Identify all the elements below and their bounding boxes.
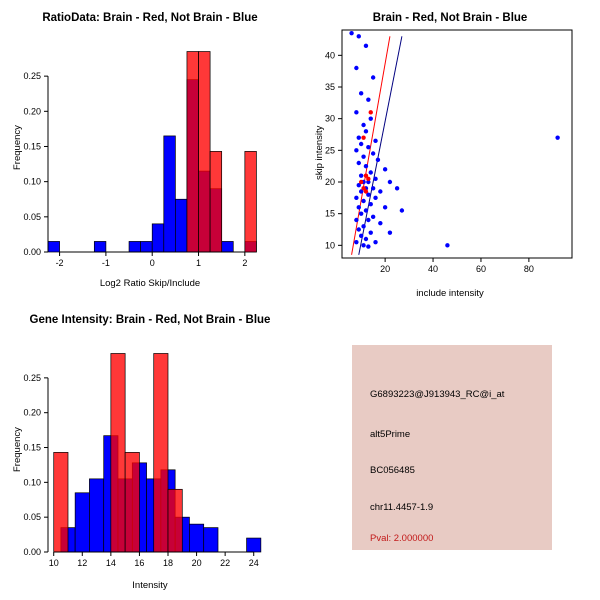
x-tick-label: -1 bbox=[101, 258, 110, 268]
y-tick-label: 20 bbox=[324, 177, 335, 187]
panel-intensity-scatter bbox=[300, 0, 600, 300]
x-tick-label: 22 bbox=[220, 558, 231, 568]
scatter-point bbox=[373, 139, 377, 143]
x-tick-label: 10 bbox=[48, 558, 59, 568]
scatter-point bbox=[369, 116, 373, 120]
scatter-point bbox=[349, 31, 353, 35]
scatter-point bbox=[373, 196, 377, 200]
scatter-point bbox=[354, 196, 358, 200]
y-tick-label: 0.20 bbox=[23, 106, 41, 117]
scatter-point bbox=[364, 237, 368, 241]
x-tick-label: 40 bbox=[428, 264, 439, 274]
histogram-bar bbox=[141, 241, 153, 252]
histogram-bar bbox=[189, 524, 203, 552]
y-tick-label: 0.25 bbox=[23, 372, 41, 383]
panel-gene-histogram bbox=[0, 300, 300, 600]
scatter-point bbox=[378, 221, 382, 225]
scatter-point bbox=[383, 167, 387, 171]
y-tick-label: 0.10 bbox=[23, 176, 41, 187]
scatter-point bbox=[364, 208, 368, 212]
accession-text: BC056485 bbox=[370, 465, 415, 476]
scatter-point bbox=[354, 240, 358, 244]
scatter-point bbox=[369, 230, 373, 234]
scatter-point bbox=[369, 170, 373, 174]
histogram-bar bbox=[152, 224, 164, 252]
y-tick-label: 35 bbox=[324, 82, 335, 92]
histogram-bar bbox=[94, 241, 106, 252]
scatter-plot bbox=[300, 0, 600, 300]
pval-text: Pval: 2.000000 bbox=[370, 533, 434, 544]
gene-hist-plot bbox=[0, 300, 300, 600]
y-tick-label: 40 bbox=[324, 50, 335, 61]
scatter-point bbox=[445, 243, 449, 247]
scatter-point bbox=[357, 135, 361, 139]
histogram-bar bbox=[204, 528, 218, 552]
scatter-point bbox=[400, 208, 404, 212]
scatter-ylabel: skip intensity bbox=[314, 125, 325, 180]
scatter-point bbox=[361, 135, 365, 139]
histogram-bar bbox=[129, 241, 141, 252]
y-tick-label: 0.20 bbox=[23, 407, 41, 418]
ratio-hist-plot bbox=[0, 0, 300, 300]
ratio-hist-ylabel: Frequency bbox=[12, 125, 23, 170]
x-tick-label: 12 bbox=[77, 558, 88, 568]
histogram-bar bbox=[175, 199, 187, 252]
x-tick-label: 80 bbox=[523, 264, 534, 274]
y-tick-label: 0.05 bbox=[23, 512, 41, 523]
histogram-bar bbox=[199, 52, 211, 252]
x-tick-label: 1 bbox=[196, 258, 202, 268]
gene-hist-title: Gene Intensity: Brain - Red, Not Brain - Blue bbox=[29, 314, 271, 326]
scatter-point bbox=[366, 244, 370, 248]
ratio-hist-title: RatioData: Brain - Red, Not Brain - Blue bbox=[42, 12, 258, 24]
y-tick-label: 0.00 bbox=[23, 547, 41, 557]
scatter-point bbox=[388, 180, 392, 184]
scatter-point bbox=[354, 110, 358, 114]
scatter-xlabel: include intensity bbox=[416, 288, 484, 299]
scatter-point bbox=[371, 186, 375, 190]
x-tick-label: 0 bbox=[149, 258, 155, 268]
x-tick-label: 20 bbox=[191, 558, 202, 568]
scatter-point bbox=[383, 205, 387, 209]
probe-id-text: G6893223@J913943_RC@i_at bbox=[370, 389, 505, 400]
histogram-bar bbox=[168, 489, 182, 552]
scatter-point bbox=[354, 148, 358, 152]
scatter-point bbox=[361, 123, 365, 127]
scatter-point bbox=[373, 177, 377, 181]
histogram-bar bbox=[125, 452, 139, 552]
scatter-title: Brain - Red, Not Brain - Blue bbox=[372, 12, 528, 24]
scatter-point bbox=[357, 205, 361, 209]
annotation-box bbox=[352, 345, 552, 550]
gene-hist-xlabel: Intensity bbox=[132, 580, 168, 591]
panel-ratio-histogram bbox=[0, 0, 300, 300]
scatter-point bbox=[364, 164, 368, 168]
y-tick-label: 15 bbox=[324, 208, 335, 219]
scatter-point bbox=[369, 110, 373, 114]
ratio-hist-xlabel: Log2 Ratio Skip/Include bbox=[99, 278, 201, 289]
histogram-bar bbox=[54, 452, 68, 552]
scatter-point bbox=[378, 189, 382, 193]
scatter-point bbox=[359, 142, 363, 146]
event-type-text: alt5Prime bbox=[370, 429, 411, 440]
scatter-point bbox=[359, 173, 363, 177]
x-tick-label: 60 bbox=[475, 264, 486, 274]
x-tick-label: 24 bbox=[248, 558, 259, 568]
scatter-point bbox=[361, 224, 365, 228]
plot-frame bbox=[342, 30, 572, 258]
histogram-bar bbox=[111, 353, 125, 552]
y-tick-label: 30 bbox=[324, 113, 335, 124]
y-tick-label: 0.00 bbox=[23, 247, 41, 257]
y-tick-label: 0.10 bbox=[23, 477, 41, 488]
histogram-bar bbox=[222, 241, 234, 252]
scatter-point bbox=[354, 66, 358, 70]
scatter-point bbox=[357, 161, 361, 165]
scatter-point bbox=[388, 230, 392, 234]
x-tick-label: 18 bbox=[162, 558, 174, 568]
histogram-bar bbox=[245, 151, 257, 252]
histogram-bar bbox=[48, 241, 60, 252]
y-tick-label: 10 bbox=[324, 240, 335, 251]
scatter-point bbox=[371, 75, 375, 79]
scatter-point bbox=[371, 151, 375, 155]
scatter-point bbox=[361, 154, 365, 158]
scatter-point bbox=[395, 186, 399, 190]
histogram-bar bbox=[187, 52, 199, 252]
scatter-point bbox=[361, 199, 365, 203]
scatter-point bbox=[366, 97, 370, 101]
scatter-point bbox=[366, 145, 370, 149]
scatter-point bbox=[361, 243, 365, 247]
y-tick-label: 0.15 bbox=[23, 442, 41, 453]
x-tick-label: 20 bbox=[380, 264, 391, 274]
scatter-point bbox=[366, 218, 370, 222]
scatter-point bbox=[359, 91, 363, 95]
y-tick-label: 0.15 bbox=[23, 141, 41, 152]
x-tick-label: -2 bbox=[55, 258, 64, 268]
scatter-point bbox=[376, 158, 380, 162]
y-tick-label: 0.25 bbox=[23, 71, 41, 82]
x-tick-label: 2 bbox=[242, 258, 248, 268]
histogram-bar bbox=[164, 136, 176, 252]
scatter-point bbox=[359, 234, 363, 238]
scatter-point bbox=[357, 227, 361, 231]
scatter-point bbox=[369, 202, 373, 206]
locus-text: chr11.4457-1.9 bbox=[370, 502, 434, 513]
scatter-point bbox=[364, 44, 368, 48]
scatter-point bbox=[364, 129, 368, 133]
histogram-bar bbox=[154, 353, 168, 552]
scatter-point bbox=[354, 218, 358, 222]
histogram-bar bbox=[75, 493, 89, 552]
scatter-point bbox=[371, 215, 375, 219]
scatter-point bbox=[555, 135, 559, 139]
gene-hist-ylabel: Frequency bbox=[12, 427, 23, 472]
y-tick-label: 0.05 bbox=[23, 211, 41, 222]
scatter-point bbox=[373, 240, 377, 244]
histogram-bar bbox=[247, 538, 261, 552]
x-tick-label: 14 bbox=[105, 558, 116, 568]
y-tick-label: 25 bbox=[324, 145, 335, 156]
scatter-point bbox=[357, 34, 361, 38]
scatter-point bbox=[359, 211, 363, 215]
histogram-bar bbox=[89, 479, 103, 552]
x-tick-label: 16 bbox=[134, 558, 145, 568]
histogram-bar bbox=[210, 151, 222, 252]
